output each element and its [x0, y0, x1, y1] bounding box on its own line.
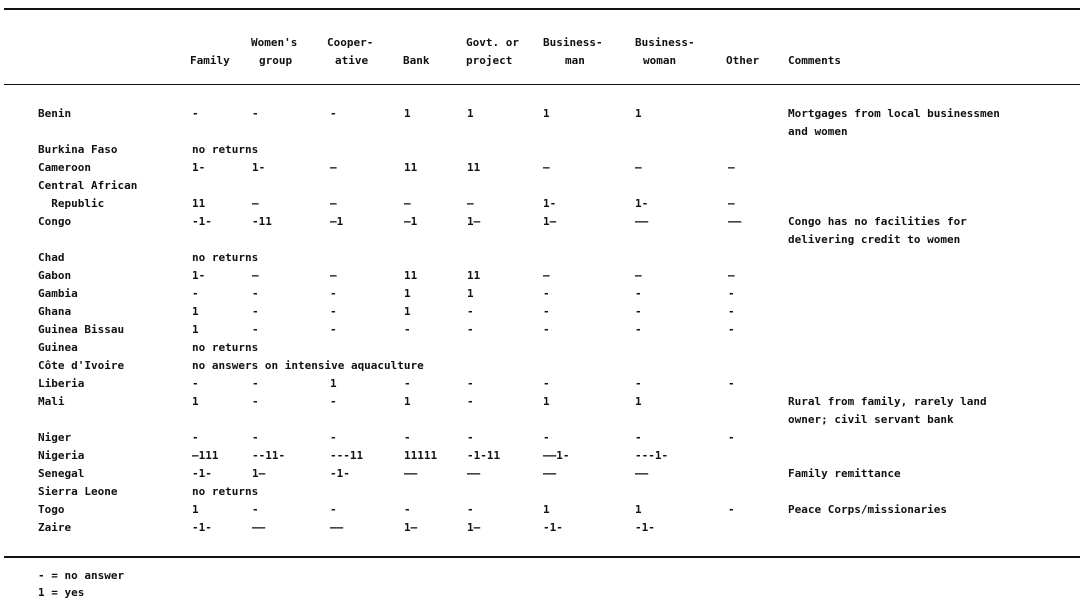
- table-cell: ——: [330, 521, 344, 534]
- header-womens-line2: group: [259, 54, 293, 67]
- table-row: [0, 429, 1091, 447]
- table-cell: -: [728, 431, 735, 444]
- table-cell: 11: [192, 197, 206, 210]
- table-row: [0, 357, 1091, 375]
- country-name: Sierra Leone: [38, 485, 118, 498]
- table-cell: ——: [635, 467, 649, 480]
- table-cell: -: [467, 395, 474, 408]
- table-cell: 1-: [635, 197, 649, 210]
- table-row: [0, 321, 1091, 339]
- table-cell: -: [252, 323, 259, 336]
- table-cell: —1: [404, 215, 418, 228]
- table-cell: -: [728, 287, 735, 300]
- table-cell: -: [192, 431, 199, 444]
- country-name: Central African: [38, 179, 138, 192]
- country-name: Gambia: [38, 287, 78, 300]
- table-cell: —: [330, 197, 337, 210]
- table-cell: 11: [404, 161, 418, 174]
- table-cell: ——: [404, 467, 418, 480]
- table-cell: -1-: [192, 467, 212, 480]
- bottom-rule: [4, 556, 1080, 558]
- table-row: [0, 465, 1091, 483]
- table-cell: 1-: [192, 161, 206, 174]
- country-name: Chad: [38, 251, 65, 264]
- country-name: Mali: [38, 395, 65, 408]
- table-cell: -: [330, 431, 337, 444]
- header-bman-line1: Business-: [543, 36, 603, 49]
- country-name: Nigeria: [38, 449, 85, 462]
- table-cell: 1: [192, 323, 199, 336]
- country-name: Niger: [38, 431, 72, 444]
- table-cell: -: [728, 503, 735, 516]
- table-cell: 1: [404, 305, 411, 318]
- table-cell: -: [635, 323, 642, 336]
- table-cell: -: [404, 323, 411, 336]
- country-name: Republic: [38, 197, 105, 210]
- header-cooperative: [327, 34, 373, 70]
- top-rule: [4, 8, 1080, 10]
- legend-no-answer: - = no answer: [38, 569, 125, 582]
- table-cell: -: [728, 305, 735, 318]
- table-cell: -: [252, 395, 259, 408]
- header-bank: [403, 34, 430, 70]
- header-businessman: [543, 34, 603, 70]
- table-cell: -: [330, 305, 337, 318]
- table-row: [0, 339, 1091, 357]
- table-cell: ——: [635, 215, 649, 228]
- header-comments-line1: [788, 34, 841, 52]
- header-bank-line2: Bank: [403, 54, 430, 67]
- table-cell: -: [330, 395, 337, 408]
- table-cell: -: [330, 323, 337, 336]
- table-cell: —: [330, 269, 337, 282]
- table-cell: 1—: [404, 521, 418, 534]
- table-cell: 1: [543, 107, 550, 120]
- table-cell: -: [543, 305, 550, 318]
- table-cell: ——: [252, 521, 266, 534]
- table-cell: 1—: [252, 467, 266, 480]
- table-cell: 1-: [252, 161, 266, 174]
- header-govt-project: [466, 34, 519, 70]
- table-cell: -: [467, 377, 474, 390]
- country-name: Liberia: [38, 377, 85, 390]
- table-cell: —: [404, 197, 411, 210]
- table-row: [0, 177, 1091, 195]
- table-cell: 1—: [543, 215, 557, 228]
- table-cell: 1: [192, 503, 199, 516]
- country-name: Togo: [38, 503, 65, 516]
- table-cell: -: [404, 503, 411, 516]
- table-cell: ---1-: [635, 449, 669, 462]
- table-cell: 1: [404, 395, 411, 408]
- table-cell: -1-: [192, 215, 212, 228]
- table-cell: -11: [252, 215, 272, 228]
- header-family-line2: Family: [190, 54, 230, 67]
- table-row: [0, 519, 1091, 537]
- table-cell: 1: [543, 503, 550, 516]
- table-cell: 1: [192, 305, 199, 318]
- table-cell: —: [330, 161, 337, 174]
- table-cell: -: [467, 431, 474, 444]
- table-cell: 1—: [467, 215, 481, 228]
- country-name: Senegal: [38, 467, 85, 480]
- header-businesswoman: [635, 34, 695, 70]
- country-name: Benin: [38, 107, 72, 120]
- country-name: Gabon: [38, 269, 72, 282]
- table-cell: -: [635, 287, 642, 300]
- table-cell: -: [635, 305, 642, 318]
- country-name: Burkina Faso: [38, 143, 118, 156]
- row-comment: Mortgages from local businessmen and women: [788, 107, 1000, 138]
- table-cell: 11111: [404, 449, 438, 462]
- table-cell: 1: [404, 107, 411, 120]
- table-cell: —: [635, 269, 642, 282]
- table-cell: —: [252, 269, 259, 282]
- table-cell: —: [728, 197, 735, 210]
- table-cell: -: [252, 431, 259, 444]
- table-row: [0, 303, 1091, 321]
- table-cell: -: [192, 107, 199, 120]
- table-cell: -: [467, 503, 474, 516]
- table-cell: -1-11: [467, 449, 501, 462]
- table-cell: —: [543, 161, 550, 174]
- table-cell: 1: [467, 107, 474, 120]
- header-bwoman-line2: woman: [643, 54, 677, 67]
- table-cell: -: [404, 377, 411, 390]
- header-family-line1: [190, 34, 230, 52]
- table-row: [0, 249, 1091, 267]
- table-cell: —: [252, 197, 259, 210]
- country-name: Côte d'Ivoire: [38, 359, 125, 372]
- header-coop-line1: Cooper-: [327, 36, 374, 49]
- table-cell: 11: [404, 269, 418, 282]
- table-cell: 1: [635, 107, 642, 120]
- country-name: Guinea: [38, 341, 78, 354]
- row-comment: Family remittance: [788, 467, 901, 480]
- country-name: Congo: [38, 215, 72, 228]
- table-cell: —: [728, 161, 735, 174]
- table-cell: —: [635, 161, 642, 174]
- table-row: [0, 375, 1091, 393]
- table-row: [0, 501, 1091, 519]
- table-cell: -: [543, 431, 550, 444]
- table-cell: ——: [728, 215, 742, 228]
- table-cell: —: [728, 269, 735, 282]
- table-cell: 1: [192, 395, 199, 408]
- table-cell: -1-: [192, 521, 212, 534]
- row-comment: Peace Corps/missionaries: [788, 503, 947, 516]
- table-cell: -: [192, 287, 199, 300]
- table-cell: —: [543, 269, 550, 282]
- row-note: no returns: [192, 251, 259, 264]
- header-womens-group: [251, 34, 297, 70]
- table-cell: 11: [467, 161, 481, 174]
- header-other: [726, 34, 759, 70]
- header-bwoman-line1: Business-: [635, 36, 695, 49]
- table-cell: -: [635, 431, 642, 444]
- table-cell: -1-: [635, 521, 655, 534]
- row-note: no returns: [192, 341, 259, 354]
- table-row: [0, 213, 1091, 246]
- table-cell: -: [635, 377, 642, 390]
- table-row: [0, 285, 1091, 303]
- table-cell: —1: [330, 215, 344, 228]
- table-cell: -: [252, 305, 259, 318]
- table-cell: 1: [330, 377, 337, 390]
- header-bank-line1: [403, 34, 430, 52]
- table-cell: —111: [192, 449, 219, 462]
- header-govt-line1: Govt. or: [466, 36, 519, 49]
- table-cell: -: [543, 323, 550, 336]
- header-coop-line2: ative: [335, 54, 369, 67]
- table-cell: 1: [635, 503, 642, 516]
- table-cell: -1-: [543, 521, 563, 534]
- header-bman-line2: man: [565, 54, 585, 67]
- country-name: Ghana: [38, 305, 72, 318]
- table-row: [0, 267, 1091, 285]
- table-cell: -1-: [330, 467, 350, 480]
- table-cell: 1: [467, 287, 474, 300]
- row-comment: Rural from family, rarely land owner; civil servant bank: [788, 395, 987, 426]
- table-cell: 1: [635, 395, 642, 408]
- table-cell: -: [252, 107, 259, 120]
- header-other-line2: Other: [726, 54, 760, 67]
- table-row: [0, 393, 1091, 426]
- country-name: Guinea Bissau: [38, 323, 125, 336]
- table-cell: —: [467, 197, 474, 210]
- table-cell: -: [543, 377, 550, 390]
- table-cell: -: [252, 287, 259, 300]
- table-cell: -: [404, 431, 411, 444]
- table-cell: ——: [467, 467, 481, 480]
- header-womens-line1: Women's: [251, 36, 298, 49]
- table-cell: 1-: [192, 269, 206, 282]
- header-other-line1: [726, 34, 759, 52]
- table-row: [0, 195, 1091, 213]
- header-govt-line2: project: [466, 54, 513, 67]
- table-cell: -: [728, 377, 735, 390]
- header-rule: [4, 84, 1080, 85]
- header-family: [190, 34, 230, 70]
- table-cell: -: [252, 377, 259, 390]
- table-cell: ——: [543, 467, 557, 480]
- header-comments: [788, 34, 841, 70]
- row-comment: Congo has no facilities for delivering credit to women: [788, 215, 967, 246]
- country-name: Cameroon: [38, 161, 91, 174]
- table-cell: ---11: [330, 449, 364, 462]
- table-cell: 11: [467, 269, 481, 282]
- table-cell: 1: [543, 395, 550, 408]
- table-cell: 1: [404, 287, 411, 300]
- table-cell: --11-: [252, 449, 286, 462]
- table-cell: -: [467, 323, 474, 336]
- table-cell: -: [467, 305, 474, 318]
- table-cell: -: [192, 377, 199, 390]
- table-row: [0, 483, 1091, 501]
- table-cell: 1—: [467, 521, 481, 534]
- table-row: [0, 447, 1091, 465]
- row-note: no answers on intensive aquaculture: [192, 359, 424, 372]
- legend-yes: 1 = yes: [38, 586, 85, 599]
- table-cell: 1-: [543, 197, 557, 210]
- table-cell: -: [330, 503, 337, 516]
- table-row: [0, 105, 1091, 138]
- table-cell: -: [252, 503, 259, 516]
- row-note: no returns: [192, 143, 259, 156]
- table-cell: -: [330, 107, 337, 120]
- header-comments-line2: Comments: [788, 54, 841, 67]
- table-cell: ——1-: [543, 449, 570, 462]
- row-note: no returns: [192, 485, 259, 498]
- table-cell: -: [330, 287, 337, 300]
- table-row: [0, 159, 1091, 177]
- table-cell: -: [728, 323, 735, 336]
- country-name: Zaire: [38, 521, 72, 534]
- table-row: [0, 141, 1091, 159]
- table-cell: -: [543, 287, 550, 300]
